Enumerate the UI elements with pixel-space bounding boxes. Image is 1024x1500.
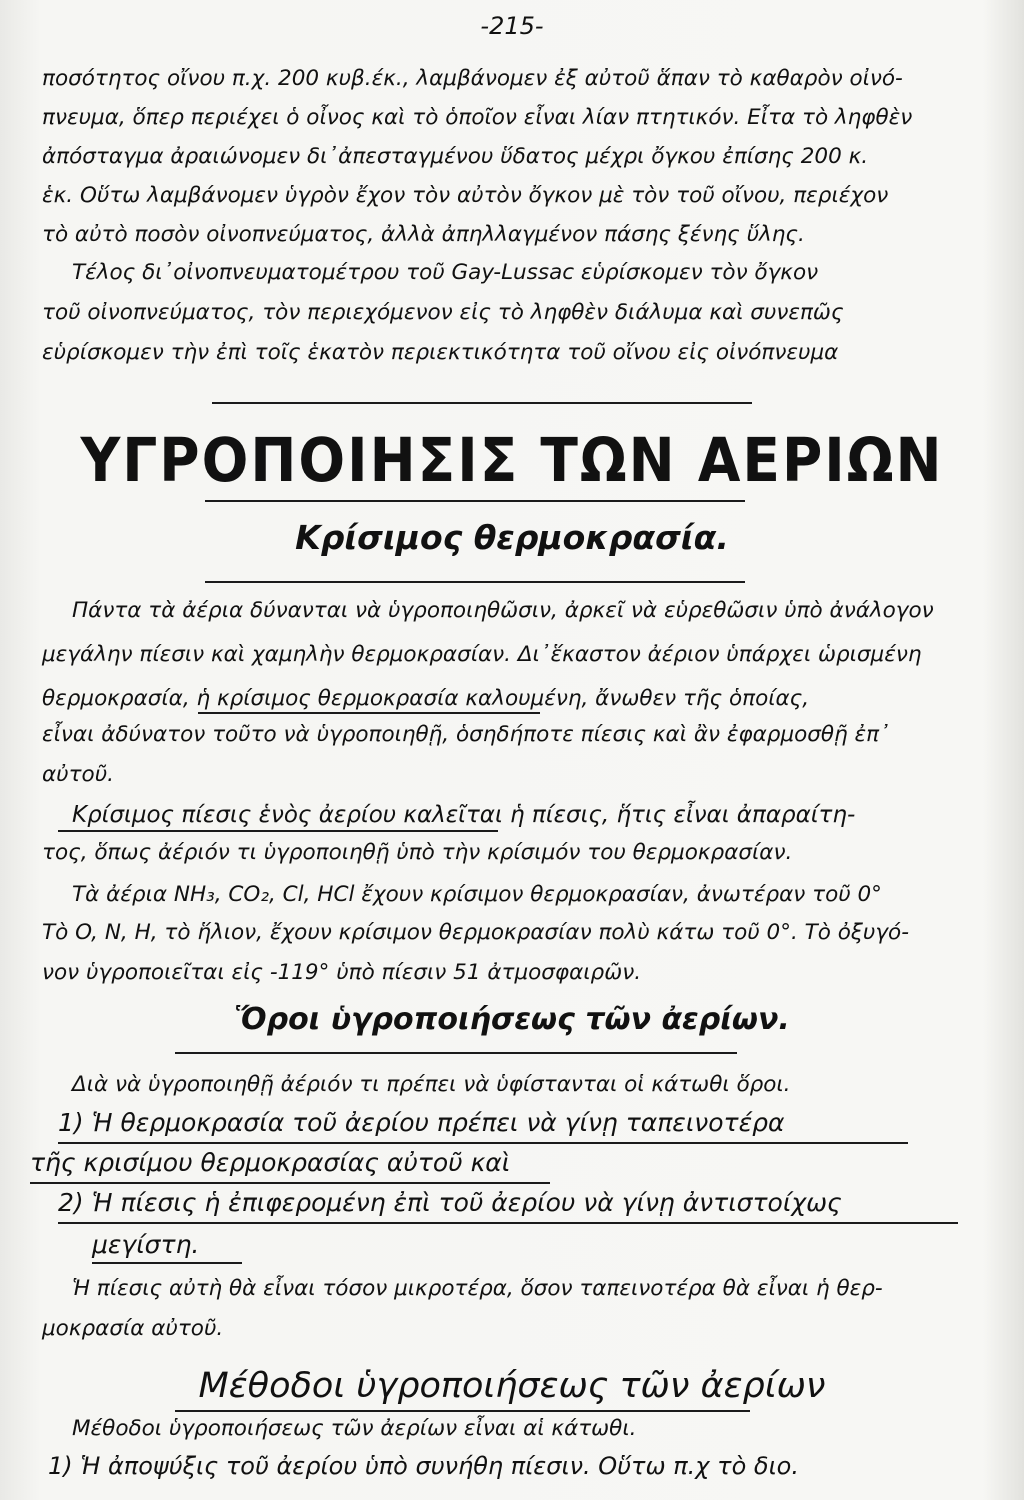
text-line: ἑκ. Οὕτω λαμβάνομεν ὑγρὸν ἔχον τὸν αὐτὸν ὄγκον μὲ τὸν τοῦ οἴνου, περιέχον: [42, 183, 889, 208]
text-line: εἶναι ἀδύνατον τοῦτο νὰ ὑγροποιηθῇ, ὁσηδήποτε πίεσις καὶ ἂν ἐφαρμοσθῇ ἐπ᾽: [42, 722, 890, 747]
text-line: μεγάλην πίεσιν καὶ χαμηλὴν θερμοκρασίαν. Δι᾽ἕκαστον ἀέριον ὑπάρχει ὡρισμένη: [42, 642, 922, 667]
underline: [58, 1222, 958, 1224]
divider: [205, 581, 745, 583]
text-line: τοῦ οἰνοπνεύματος, τὸν περιεχόμενον εἰς τὸ ληφθὲν διάλυμα καὶ συνεπῶς: [42, 300, 844, 325]
text-line: ἀπόσταγμα ἀραιώνομεν δι᾽ἀπεσταγμένου ὕδατος μέχρι ὄγκου ἐπίσης 200 κ.: [42, 144, 869, 169]
text-line: τος, ὅπως ἀέριόν τι ὑγροποιηθῇ ὑπὸ τὴν κρίσιμόν του θερμοκρασίαν.: [42, 840, 793, 865]
text-line: Μέθοδοι ὑγροποιήσεως τῶν ἀερίων εἶναι αἱ κάτωθι.: [72, 1416, 637, 1441]
divider: [212, 402, 752, 404]
underline: [198, 712, 540, 714]
text-line: ποσότητος οἴνου π.χ. 200 κυβ.έκ., λαμβάνομεν ἐξ αὐτοῦ ἅπαν τὸ καθαρὸν οἰνό-: [42, 66, 903, 91]
text-line: Πάντα τὰ ἀέρια δύνανται νὰ ὑγροποιηθῶσιν, ἀρκεῖ νὰ εὑρεθῶσιν ὑπὸ ἀνάλογον: [72, 598, 934, 623]
underline: [30, 1182, 550, 1184]
text-line: μοκρασία αὐτοῦ.: [42, 1316, 224, 1341]
text-line: Τὰ ἀέρια NH₃, CO₂, Cl, HCl ἔχουν κρίσιμον θερμοκρασίαν, ἀνωτέραν τοῦ 0°: [72, 882, 882, 907]
text-line: πνευμα, ὅπερ περιέχει ὁ οἶνος καὶ τὸ ὁποῖον εἶναι λίαν πτητικόν. Εἶτα τὸ ληφθὲν: [42, 105, 913, 130]
text-line: νον ὑγροποιεῖται εἰς -119° ὑπὸ πίεσιν 51 ἀτμοσφαιρῶν.: [42, 960, 642, 985]
text-line: 2) Ἡ πίεσις ἡ ἐπιφερομένη ἐπὶ τοῦ ἀερίου νὰ γίνῃ ἀντιστοίχως: [58, 1188, 842, 1217]
divider: [175, 1052, 737, 1054]
underline: [58, 1142, 908, 1144]
text-line: εὑρίσκομεν τὴν ἐπὶ τοῖς ἑκατὸν περιεκτικότητα τοῦ οἴνου εἰς οἰνόπνευμα: [42, 340, 839, 365]
text-line: Τὸ O, N, H, τὸ ἥλιον, ἔχουν κρίσιμον θερμοκρασίαν πολὺ κάτω τοῦ 0°. Τὸ ὀξυγό-: [42, 920, 909, 945]
text-line: μεγίστη.: [92, 1230, 200, 1259]
text-line: θερμοκρασία, ἡ κρίσιμος θερμοκρασία καλουμένη, ἄνωθεν τῆς ὁποίας,: [42, 686, 810, 711]
text-line: τῆς κρισίμου θερμοκρασίας αὐτοῦ καὶ: [30, 1148, 511, 1177]
divider: [205, 500, 745, 502]
text-line: Τέλος δι᾽οἰνοπνευματομέτρου τοῦ Gay-Lussac εὑρίσκομεν τὸν ὄγκον: [72, 260, 819, 285]
main-title: ΥΓΡΟΠΟΙΗΣΙΣ ΤΩΝ ΑΕΡΙΩΝ: [80, 424, 944, 496]
text-line: Ἡ πίεσις αὐτὴ θὰ εἶναι τόσον μικροτέρα, ὅσον ταπεινοτέρα θὰ εἶναι ἡ θερ-: [72, 1276, 883, 1301]
underline: [92, 1262, 242, 1264]
section-title: Ὅροι ὑγροποιήσεως τῶν ἀερίων.: [234, 1002, 790, 1037]
divider: [175, 1410, 750, 1412]
text-line: Διὰ νὰ ὑγροποιηθῇ ἀέριόν τι πρέπει νὰ ὑφίστανται οἱ κάτωθι ὅροι.: [72, 1072, 791, 1097]
text-line: αὐτοῦ.: [42, 762, 114, 787]
text-line: 1) Ἡ ἀποψύξις τοῦ ἀερίου ὑπὸ συνήθη πίεσιν. Οὕτω π.χ τὸ διο.: [48, 1452, 799, 1480]
text-line: 1) Ἡ θερμοκρασία τοῦ ἀερίου πρέπει νὰ γίνῃ ταπεινοτέρα: [58, 1108, 785, 1137]
text-line: τὸ αὐτὸ ποσὸν οἰνοπνεύματος, ἀλλὰ ἀπηλλαγμένον πάσης ξένης ὕλης.: [42, 222, 805, 247]
section-title: Κρίσιμος θερμοκρασία.: [295, 518, 729, 557]
page-number: -215-: [480, 12, 544, 40]
section-title: Μέθοδοι ὑγροποιήσεως τῶν ἀερίων: [198, 1366, 826, 1406]
underline: [58, 830, 498, 832]
text-line: Κρίσιμος πίεσις ἑνὸς ἀερίου καλεῖται ἡ πίεσις, ἥτις εἶναι ἀπαραίτη-: [72, 802, 856, 828]
